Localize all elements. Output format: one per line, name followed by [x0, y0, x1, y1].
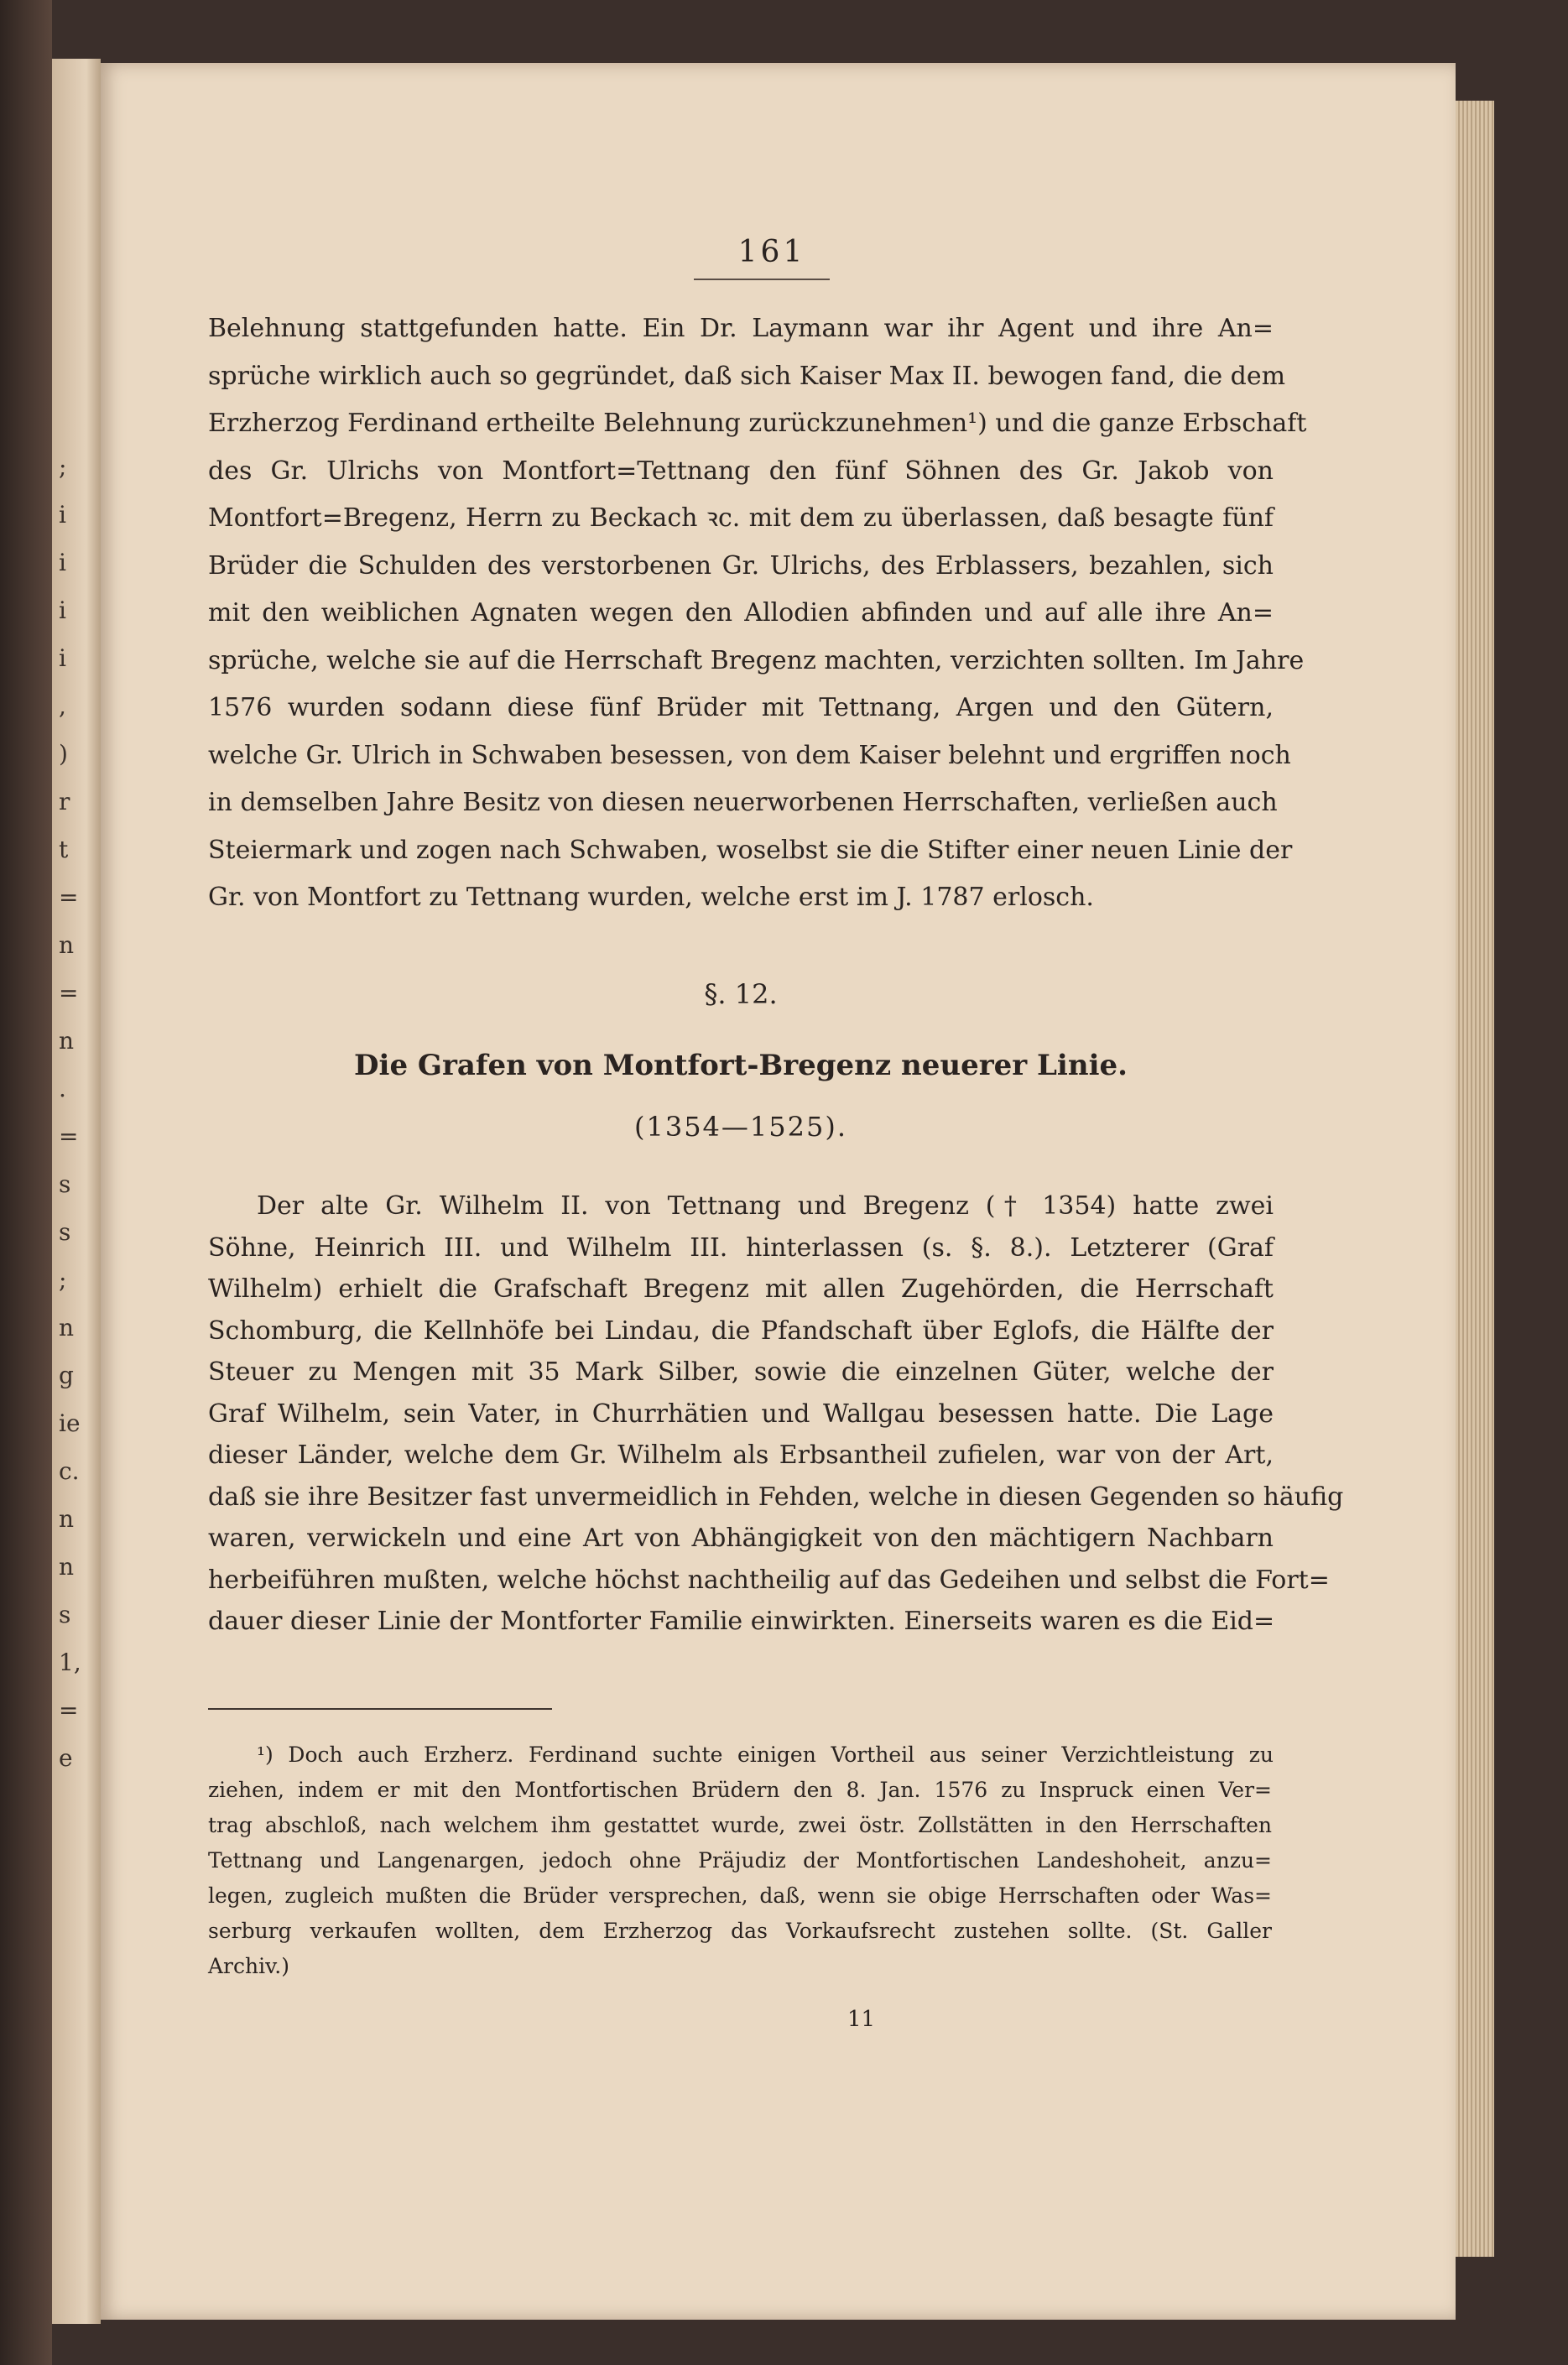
margin-fragment: s — [59, 1170, 71, 1198]
margin-fragment: i — [59, 644, 66, 672]
margin-fragment: c. — [59, 1457, 80, 1485]
text-line: Schomburg, die Kellnhöfe bei Lindau, die Pfandschaft über Eglofs, die Hälfte der — [208, 1315, 1274, 1346]
margin-fragment: = — [59, 1123, 79, 1150]
text-line: 1576 wurden sodann diese fünf Brüder mit Tettnang, Argen und den Gütern, — [208, 693, 1274, 722]
text-line: herbeiführen mußten, welche höchst nachtheilig auf das Gedeihen und selbst die Fort= — [208, 1565, 1330, 1595]
text-line: Erzherzog Ferdinand ertheilte Belehnung zurückzunehmen¹) und die ganze Erbschaft — [208, 409, 1307, 438]
text-line: ziehen, indem er mit den Montfortischen Brüdern den 8. Jan. 1576 zu Inspruck einen Ver= — [208, 1778, 1272, 1802]
margin-fragment: ) — [59, 740, 68, 768]
text-line: legen, zugleich mußten die Brüder versprechen, daß, wenn sie obige Herrschaften oder Was= — [208, 1883, 1272, 1908]
text-line: sprüche wirklich auch so gegründet, daß sich Kaiser Max II. bewogen fand, die dem — [208, 361, 1286, 391]
text-line: Belehnung stattgefunden hatte. Ein Dr. Laymann war ihr Agent und ihre An= — [208, 314, 1274, 343]
signature-mark: 11 — [847, 2007, 876, 2032]
margin-fragment: n — [59, 931, 75, 959]
section-number: §. 12. — [704, 978, 778, 1010]
margin-fragment: = — [59, 883, 79, 911]
text-line: trag abschloß, nach welchem ihm gestattet wurde, zwei östr. Zollstätten in den Herrschaften — [208, 1813, 1272, 1837]
text-line: daß sie ihre Besitzer fast unvermeidlich in Fehden, welche in diesen Gegenden so häufig — [208, 1482, 1344, 1512]
margin-fragment: i — [59, 501, 66, 529]
margin-fragment: 1, — [59, 1649, 81, 1676]
text-line: Archiv.) — [208, 1954, 289, 1978]
margin-fragment: t — [59, 836, 69, 863]
margin-fragment: n — [59, 1505, 75, 1533]
text-line: Gr. von Montfort zu Tettnang wurden, welche erst im J. 1787 erlosch. — [208, 883, 1094, 912]
page-stack-edge — [1456, 101, 1494, 2257]
footnote-rule — [208, 1708, 552, 1710]
text-line: Tettnang und Langenargen, jedoch ohne Präjudiz der Montfortischen Landeshoheit, anzu= — [208, 1848, 1272, 1873]
margin-fragment: i — [59, 549, 66, 576]
margin-fragment: i — [59, 596, 66, 624]
margin-fragment: , — [59, 692, 66, 720]
margin-fragment: = — [59, 1696, 79, 1724]
text-line: Graf Wilhelm, sein Vater, in Churrhätien und Wallgau besessen hatte. Die Lage — [208, 1399, 1274, 1429]
header-rule — [694, 279, 830, 280]
text-line: welche Gr. Ulrich in Schwaben besessen, von dem Kaiser belehnt und ergriffen noch — [208, 740, 1291, 770]
margin-fragment: n — [59, 1553, 75, 1581]
text-line: in demselben Jahre Besitz von diesen neuerworbenen Herrschaften, verließen auch — [208, 788, 1278, 817]
margin-fragment: s — [59, 1218, 71, 1246]
text-line: des Gr. Ulrichs von Montfort=Tettnang den fünf Söhnen des Gr. Jakob von — [208, 456, 1274, 486]
margin-fragment: . — [59, 1075, 66, 1102]
text-line: Steiermark und zogen nach Schwaben, woselbst sie die Stifter einer neuen Linie der — [208, 835, 1293, 865]
margin-fragment: n — [59, 1027, 75, 1055]
text-line: Wilhelm) erhielt die Grafschaft Bregenz mit allen Zugehörden, die Herrschaft — [208, 1274, 1274, 1304]
text-line: Montfort=Bregenz, Herrn zu Beckach ꝛc. mit dem zu überlassen, daß besagte fünf — [208, 503, 1274, 533]
margin-fragment: g — [59, 1362, 74, 1389]
text-line: Der alte Gr. Wilhelm II. von Tettnang und Bregenz († 1354) hatte zwei — [257, 1191, 1274, 1221]
text-line: Brüder die Schulden des verstorbenen Gr. Ulrichs, des Erblassers, bezahlen, sich — [208, 550, 1274, 581]
margin-fragment: = — [59, 979, 79, 1007]
section-title: Die Grafen von Montfort-Bregenz neuerer Linie. — [354, 1049, 1128, 1082]
margin-fragment: r — [59, 788, 70, 815]
text-line: dauer dieser Linie der Montforter Familie einwirkten. Einerseits waren es die Eid= — [208, 1607, 1275, 1636]
margin-fragment: e — [59, 1744, 73, 1772]
text-line: waren, verwickeln und eine Art von Abhängigkeit von den mächtigern Nachbarn — [208, 1524, 1274, 1553]
margin-fragment: n — [59, 1314, 75, 1341]
text-line: serburg verkaufen wollten, dem Erzherzog das Vorkaufsrecht zustehen sollte. (St. Galler — [208, 1919, 1272, 1943]
margin-fragment: ie — [59, 1409, 81, 1437]
margin-fragment: ; — [59, 453, 67, 481]
text-line: Söhne, Heinrich III. und Wilhelm III. hinterlassen (s. §. 8.). Letzterer (Graf — [208, 1232, 1274, 1263]
text-line: mit den weiblichen Agnaten wegen den Allodien abfinden und auf alle ihre An= — [208, 598, 1274, 628]
text-line: Steuer zu Mengen mit 35 Mark Silber, sowie die einzelnen Güter, welche der — [208, 1357, 1274, 1387]
page-number: 161 — [737, 235, 806, 269]
section-years: (1354—1525). — [633, 1111, 847, 1143]
text-line: sprüche, welche sie auf die Herrschaft Bregenz machten, verzichten sollten. Im Jahre — [208, 645, 1305, 675]
text-line: dieser Länder, welche dem Gr. Wilhelm als Erbsantheil zufielen, war von der Art, — [208, 1440, 1274, 1470]
book-gutter-shadow — [0, 0, 52, 2365]
margin-fragment: ; — [59, 1266, 67, 1294]
margin-fragment: s — [59, 1601, 71, 1628]
text-line: ¹) Doch auch Erzherz. Ferdinand suchte einigen Vortheil aus seiner Verzichtleistung zu — [257, 1742, 1274, 1767]
